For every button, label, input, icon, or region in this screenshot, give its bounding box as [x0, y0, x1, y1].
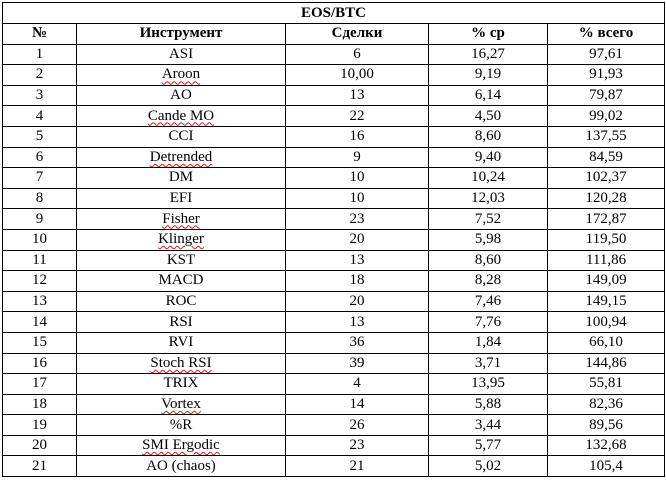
cell-avg-percent: 3,44: [429, 415, 548, 436]
cell-total-percent: 172,87: [548, 209, 665, 230]
tool-name: Vortex: [161, 395, 201, 412]
cell-deals: 20: [286, 291, 429, 312]
cell-total-percent: 79,87: [548, 85, 665, 106]
table-row: [3, 85, 665, 106]
cell-number: 14: [3, 312, 77, 333]
tool-name: Detrended: [149, 148, 213, 165]
cell-tool: TRIX: [77, 374, 286, 395]
cell-tool: RVI: [77, 332, 286, 353]
cell-avg-percent: 5,88: [429, 394, 548, 415]
table-row: [3, 168, 665, 189]
table-body: [3, 44, 665, 476]
cell-avg-percent: 10,24: [429, 168, 548, 189]
cell-number: 11: [3, 250, 77, 271]
cell-tool: EFI: [77, 188, 286, 209]
table-row: [3, 126, 665, 147]
cell-total-percent: 66,10: [548, 332, 665, 353]
cell-tool: ASI: [77, 44, 286, 65]
cell-tool: RSI: [77, 312, 286, 333]
tool-name: Stoch RSI: [150, 354, 212, 371]
cell-total-percent: 119,50: [548, 229, 665, 250]
cell-avg-percent: 4,50: [429, 106, 548, 127]
cell-avg-percent: 9,40: [429, 147, 548, 168]
cell-deals: 14: [286, 394, 429, 415]
cell-deals: 10: [286, 168, 429, 189]
cell-total-percent: 111,86: [548, 250, 665, 271]
cell-tool: AO (chaos): [77, 456, 286, 477]
cell-total-percent: 82,36: [548, 394, 665, 415]
cell-number: 18: [3, 394, 77, 415]
cell-number: 1: [3, 44, 77, 65]
table-row: [3, 147, 665, 168]
table-row: [3, 435, 665, 456]
cell-avg-percent: 16,27: [429, 44, 548, 65]
cell-deals: 21: [286, 456, 429, 477]
table-row: [3, 44, 665, 65]
cell-avg-percent: 7,52: [429, 209, 548, 230]
cell-number: 10: [3, 229, 77, 250]
table-row: [3, 353, 665, 374]
cell-avg-percent: 6,14: [429, 85, 548, 106]
cell-deals: 18: [286, 271, 429, 292]
cell-number: 21: [3, 456, 77, 477]
table-row: [3, 65, 665, 86]
cell-tool: DM: [77, 168, 286, 189]
tool-name: Klinger: [158, 231, 204, 248]
cell-avg-percent: 5,02: [429, 456, 548, 477]
cell-avg-percent: 3,71: [429, 353, 548, 374]
cell-deals: 16: [286, 126, 429, 147]
cell-deals: 39: [286, 353, 429, 374]
header-tool: Инструмент: [77, 24, 286, 45]
tool-name: Cande MO: [147, 107, 215, 124]
table-row: [3, 456, 665, 477]
cell-avg-percent: 12,03: [429, 188, 548, 209]
table-row: [3, 291, 665, 312]
table-row: [3, 271, 665, 292]
cell-avg-percent: 8,28: [429, 271, 548, 292]
cell-number: 7: [3, 168, 77, 189]
cell-avg-percent: 9,19: [429, 65, 548, 86]
results-table: [2, 2, 665, 477]
header-number: №: [3, 24, 77, 45]
cell-deals: 9: [286, 147, 429, 168]
cell-deals: 13: [286, 312, 429, 333]
table-header-row: [3, 24, 665, 45]
cell-deals: 36: [286, 332, 429, 353]
cell-tool: MACD: [77, 271, 286, 292]
tool-name: Fisher: [162, 210, 200, 227]
cell-tool: [77, 435, 286, 456]
table-row: [3, 229, 665, 250]
cell-total-percent: 102,37: [548, 168, 665, 189]
cell-total-percent: 132,68: [548, 435, 665, 456]
cell-total-percent: 149,15: [548, 291, 665, 312]
cell-deals: 4: [286, 374, 429, 395]
table-row: [3, 312, 665, 333]
tool-name: Aroon: [161, 66, 201, 83]
cell-number: 16: [3, 353, 77, 374]
header-total-percent: % всего: [548, 24, 665, 45]
header-deals: Сделки: [286, 24, 429, 45]
cell-total-percent: 105,4: [548, 456, 665, 477]
cell-total-percent: 100,94: [548, 312, 665, 333]
cell-total-percent: 97,61: [548, 44, 665, 65]
table-row: [3, 209, 665, 230]
table-row: [3, 415, 665, 436]
cell-deals: 6: [286, 44, 429, 65]
cell-total-percent: 91,93: [548, 65, 665, 86]
cell-deals: 13: [286, 250, 429, 271]
cell-deals: 10: [286, 188, 429, 209]
cell-total-percent: 144,86: [548, 353, 665, 374]
cell-avg-percent: 8,60: [429, 250, 548, 271]
cell-avg-percent: 5,77: [429, 435, 548, 456]
cell-tool: CCI: [77, 126, 286, 147]
cell-number: 15: [3, 332, 77, 353]
cell-deals: 20: [286, 229, 429, 250]
cell-tool: [77, 229, 286, 250]
cell-number: 5: [3, 126, 77, 147]
cell-number: 13: [3, 291, 77, 312]
table-row: [3, 332, 665, 353]
cell-total-percent: 149,09: [548, 271, 665, 292]
cell-deals: 22: [286, 106, 429, 127]
cell-tool: [77, 353, 286, 374]
cell-total-percent: 120,28: [548, 188, 665, 209]
tool-name: SMI Ergodic: [142, 437, 220, 454]
table-row: [3, 374, 665, 395]
cell-total-percent: 89,56: [548, 415, 665, 436]
cell-tool: %R: [77, 415, 286, 436]
cell-deals: 23: [286, 209, 429, 230]
cell-deals: 10,00: [286, 65, 429, 86]
cell-number: 6: [3, 147, 77, 168]
table-title: EOS/BTC: [3, 3, 665, 24]
table-row: [3, 106, 665, 127]
cell-tool: [77, 106, 286, 127]
cell-tool: KST: [77, 250, 286, 271]
cell-total-percent: 99,02: [548, 106, 665, 127]
cell-deals: 13: [286, 85, 429, 106]
cell-total-percent: 84,59: [548, 147, 665, 168]
cell-total-percent: 137,55: [548, 126, 665, 147]
cell-number: 2: [3, 65, 77, 86]
cell-number: 3: [3, 85, 77, 106]
cell-avg-percent: 5,98: [429, 229, 548, 250]
cell-tool: ROC: [77, 291, 286, 312]
cell-number: 8: [3, 188, 77, 209]
table-title-row: [3, 3, 665, 24]
cell-tool: [77, 209, 286, 230]
cell-total-percent: 55,81: [548, 374, 665, 395]
cell-avg-percent: 1,84: [429, 332, 548, 353]
cell-avg-percent: 7,76: [429, 312, 548, 333]
table-row: [3, 188, 665, 209]
table-row: [3, 394, 665, 415]
cell-tool: [77, 65, 286, 86]
cell-number: 20: [3, 435, 77, 456]
cell-avg-percent: 7,46: [429, 291, 548, 312]
cell-deals: 26: [286, 415, 429, 436]
cell-number: 9: [3, 209, 77, 230]
cell-tool: AO: [77, 85, 286, 106]
cell-number: 17: [3, 374, 77, 395]
table-row: [3, 250, 665, 271]
cell-tool: [77, 147, 286, 168]
cell-number: 12: [3, 271, 77, 292]
cell-number: 4: [3, 106, 77, 127]
header-avg-percent: % ср: [429, 24, 548, 45]
cell-tool: [77, 394, 286, 415]
cell-deals: 23: [286, 435, 429, 456]
cell-number: 19: [3, 415, 77, 436]
cell-avg-percent: 8,60: [429, 126, 548, 147]
cell-avg-percent: 13,95: [429, 374, 548, 395]
